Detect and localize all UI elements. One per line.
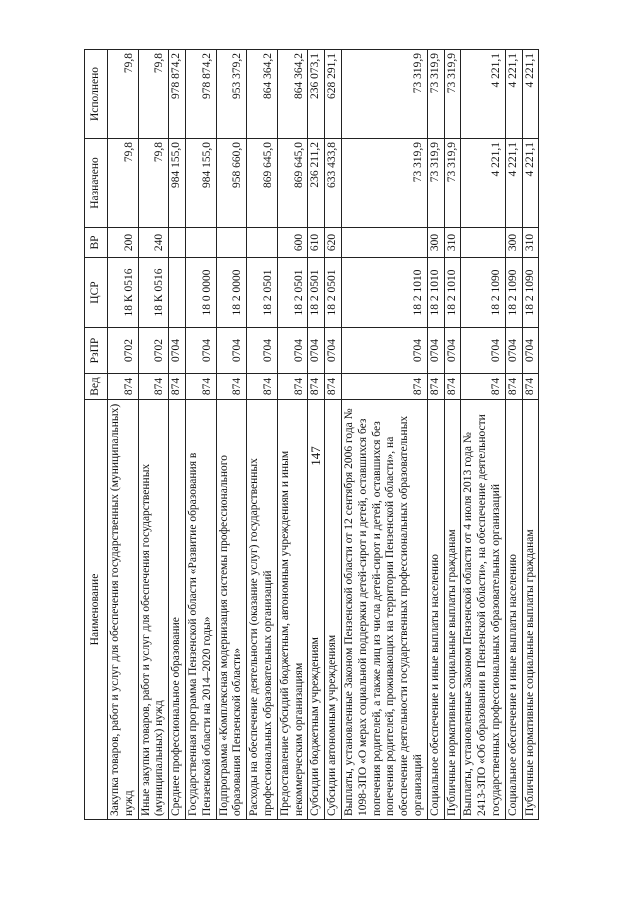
cell-vr: 310 [444, 228, 461, 258]
cell-csr: 18 2 0501 [247, 258, 278, 328]
cell-ved: 874 [505, 374, 522, 400]
cell-rzpr: 0702 [108, 328, 139, 374]
cell-done: 628 291,1 [325, 50, 342, 139]
budget-table-rotated [84, 50, 536, 820]
cell-csr: 18 2 1090 [522, 258, 539, 328]
cell-done: 4 221,1 [461, 50, 505, 139]
cell-csr: 18 2 0501 [308, 258, 325, 328]
cell-done: 864 364,2 [277, 50, 308, 139]
cell-rzpr: 0704 [308, 328, 325, 374]
col-header-vr: ВР [85, 228, 108, 258]
cell-ved: 874 [444, 374, 461, 400]
cell-ved: 874 [108, 374, 139, 400]
cell-done: 79,8 [138, 50, 169, 139]
cell-name: Расходы на обеспечение деятельности (оказание услуг) государственных профессиональных образовательных организаций [247, 400, 278, 820]
cell-done: 953 379,2 [216, 50, 247, 139]
cell-plan: 73 319,9 [427, 139, 444, 228]
cell-done: 978 874,2 [185, 50, 216, 139]
cell-rzpr: 0704 [341, 328, 427, 374]
cell-csr: 18 К 0516 [138, 258, 169, 328]
cell-vr [461, 228, 505, 258]
cell-name: Выплаты, установленные Законом Пензенской области от 12 сентября 2006 года № 1098-ЗПО «О мерах социальной поддержки детей-сирот и детей, оставшихся без попечения родителей, а также лиц из числа детей-сирот и детей, оставшихся без попечения родителей, проживающих на территории Пензенской области», на обеспечение деятельности государственных профессиональных образовательных организаций [341, 400, 427, 820]
cell-vr [247, 228, 278, 258]
cell-vr: 200 [108, 228, 139, 258]
cell-rzpr: 0702 [138, 328, 169, 374]
table-row [247, 50, 278, 820]
col-header-ved: Вед [85, 374, 108, 400]
cell-ved: 874 [325, 374, 342, 400]
budget-table [84, 49, 539, 820]
cell-done: 4 221,1 [522, 50, 539, 139]
cell-csr: 18 2 0501 [325, 258, 342, 328]
table-row [427, 50, 444, 820]
col-header-csr: ЦСР [85, 258, 108, 328]
cell-plan: 984 155,0 [185, 139, 216, 228]
cell-rzpr: 0704 [461, 328, 505, 374]
cell-plan: 73 319,9 [341, 139, 427, 228]
cell-csr: 18 К 0516 [108, 258, 139, 328]
cell-rzpr: 0704 [522, 328, 539, 374]
cell-csr: 18 2 1090 [461, 258, 505, 328]
cell-rzpr: 0704 [216, 328, 247, 374]
page-number: 147 [307, 446, 323, 466]
cell-done: 73 319,9 [341, 50, 427, 139]
cell-vr: 240 [138, 228, 169, 258]
cell-vr: 600 [277, 228, 308, 258]
cell-plan: 869 645,0 [277, 139, 308, 228]
header-row [85, 50, 108, 820]
table-row [505, 50, 522, 820]
cell-plan: 4 221,1 [461, 139, 505, 228]
cell-vr [185, 228, 216, 258]
cell-rzpr: 0704 [247, 328, 278, 374]
cell-vr: 300 [427, 228, 444, 258]
cell-plan: 984 155,0 [169, 139, 186, 228]
table-row [461, 50, 505, 820]
cell-ved: 874 [169, 374, 186, 400]
cell-done: 864 364,2 [247, 50, 278, 139]
cell-csr: 18 2 1010 [427, 258, 444, 328]
cell-name: Выплаты, установленные Законом Пензенской области от 4 июля 2013 года № 2413-ЗПО «Об образовании в Пензенской области», на обеспечение деятельности государственных профессиональных образовательных организаций [461, 400, 505, 820]
cell-plan: 633 433,8 [325, 139, 342, 228]
col-header-plan: Назначено [85, 139, 108, 228]
cell-rzpr: 0704 [277, 328, 308, 374]
cell-done: 73 319,9 [444, 50, 461, 139]
cell-rzpr: 0704 [427, 328, 444, 374]
cell-vr [341, 228, 427, 258]
cell-csr: 18 2 1010 [444, 258, 461, 328]
cell-ved: 874 [247, 374, 278, 400]
cell-ved: 874 [185, 374, 216, 400]
cell-ved: 874 [216, 374, 247, 400]
cell-done: 978 874,2 [169, 50, 186, 139]
cell-ved: 874 [341, 374, 427, 400]
cell-csr [169, 258, 186, 328]
cell-done: 73 319,9 [427, 50, 444, 139]
cell-csr: 18 2 0000 [216, 258, 247, 328]
table-row [522, 50, 539, 820]
col-header-done: Исполнено [85, 50, 108, 139]
cell-name: Закупка товаров, работ и услуг для обеспечения государственных (муниципальных) нужд [108, 400, 139, 820]
cell-vr: 310 [522, 228, 539, 258]
cell-vr [216, 228, 247, 258]
table-row [169, 50, 186, 820]
col-header-name: Наименование [85, 400, 108, 820]
cell-done: 236 073,1 [308, 50, 325, 139]
cell-vr: 620 [325, 228, 342, 258]
cell-name: Государственная программа Пензенской области «Развитие образования в Пензенской области на 2014–2020 годы» [185, 400, 216, 820]
cell-name: Иные закупки товаров, работ и услуг для обеспечения государственных (муниципальных) нужд [138, 400, 169, 820]
cell-rzpr: 0704 [185, 328, 216, 374]
col-header-rzpr: РзПР [85, 328, 108, 374]
cell-plan: 79,8 [108, 139, 139, 228]
cell-rzpr: 0704 [444, 328, 461, 374]
cell-ved: 874 [308, 374, 325, 400]
table-row [277, 50, 308, 820]
table-row [138, 50, 169, 820]
table-row [185, 50, 216, 820]
table-row [216, 50, 247, 820]
table-row [341, 50, 427, 820]
cell-rzpr: 0704 [505, 328, 522, 374]
cell-plan: 73 319,9 [444, 139, 461, 228]
cell-name: Субсидии автономным учреждениям [325, 400, 342, 820]
cell-plan: 79,8 [138, 139, 169, 228]
table-row [444, 50, 461, 820]
table-row [308, 50, 325, 820]
cell-csr: 18 2 1010 [341, 258, 427, 328]
cell-plan: 236 211,2 [308, 139, 325, 228]
cell-name: Субсидии бюджетным учреждениям [308, 400, 325, 820]
cell-name: Подпрограмма «Комплексная модернизация системы профессионального образования Пензенской области» [216, 400, 247, 820]
cell-name: Предоставление субсидий бюджетным, автономным учреждениям и иным некоммерческим организациям [277, 400, 308, 820]
cell-vr [169, 228, 186, 258]
cell-plan: 869 645,0 [247, 139, 278, 228]
cell-rzpr: 0704 [325, 328, 342, 374]
cell-csr: 18 2 0501 [277, 258, 308, 328]
cell-plan: 4 221,1 [505, 139, 522, 228]
cell-vr: 300 [505, 228, 522, 258]
cell-vr: 610 [308, 228, 325, 258]
cell-done: 4 221,1 [505, 50, 522, 139]
cell-csr: 18 2 1090 [505, 258, 522, 328]
cell-name: Среднее профессиональное образование [169, 400, 186, 820]
cell-csr: 18 0 0000 [185, 258, 216, 328]
cell-name: Публичные нормативные социальные выплаты гражданам [522, 400, 539, 820]
cell-name: Социальное обеспечение и иные выплаты населению [427, 400, 444, 820]
table-row [108, 50, 139, 820]
cell-ved: 874 [277, 374, 308, 400]
cell-ved: 874 [522, 374, 539, 400]
table-row [325, 50, 342, 820]
cell-name: Публичные нормативные социальные выплаты гражданам [444, 400, 461, 820]
cell-ved: 874 [461, 374, 505, 400]
cell-plan: 958 660,0 [216, 139, 247, 228]
table-body [108, 50, 539, 820]
cell-ved: 874 [138, 374, 169, 400]
cell-ved: 874 [427, 374, 444, 400]
cell-done: 79,8 [108, 50, 139, 139]
cell-name: Социальное обеспечение и иные выплаты населению [505, 400, 522, 820]
cell-plan: 4 221,1 [522, 139, 539, 228]
cell-rzpr: 0704 [169, 328, 186, 374]
